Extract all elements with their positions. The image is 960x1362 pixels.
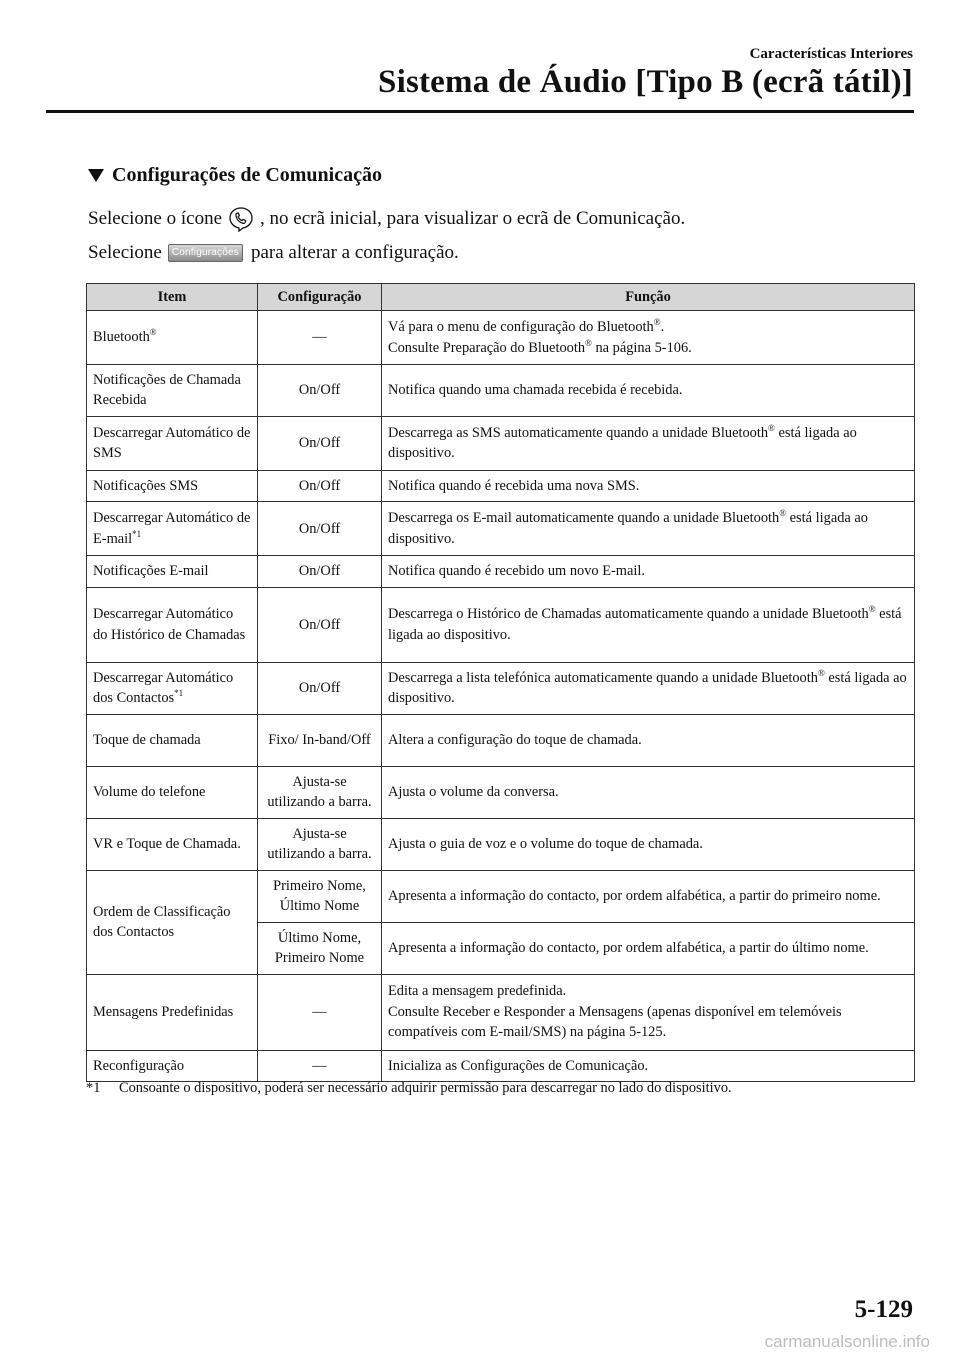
table-row <box>87 766 915 818</box>
row-config: On/Off <box>258 416 382 470</box>
intro-1-before: Selecione o ícone <box>88 208 223 229</box>
table-row <box>87 416 915 470</box>
row-function: Edita a mensagem predefinida. Consulte Receber e Responder a Mensagens (apenas disponível em telemóveis compatíveis com E-mail/SMS) na página 5-125. <box>382 974 915 1050</box>
triangle-bullet-icon <box>88 169 104 182</box>
table-row <box>87 365 915 417</box>
intro-line-1 <box>88 206 685 232</box>
row-function: Notifica quando é recebida uma nova SMS. <box>382 470 915 501</box>
row-item: Notificações E-mail <box>87 556 258 587</box>
table-row <box>87 1050 915 1081</box>
table-row <box>87 556 915 587</box>
row-item: Descarregar Automático de SMS <box>87 416 258 470</box>
row-config: Primeiro Nome, Último Nome <box>258 870 382 922</box>
row-function: Inicializa as Configurações de Comunicação. <box>382 1050 915 1081</box>
row-config: Ajusta-se utilizando a barra. <box>258 818 382 870</box>
page-number: 5-129 <box>854 1296 913 1323</box>
row-config: — <box>258 311 382 365</box>
row-function: Notifica quando é recebido um novo E-mail. <box>382 556 915 587</box>
header-rule <box>46 110 914 113</box>
row-config: On/Off <box>258 470 382 501</box>
table-row <box>87 974 915 1050</box>
row-function: Descarrega os E-mail automaticamente quando a unidade Bluetooth® está ligada ao dispositivo. <box>382 502 915 556</box>
chapter-subtitle: Características Interiores <box>749 46 913 62</box>
row-config: — <box>258 1050 382 1081</box>
row-config: On/Off <box>258 502 382 556</box>
row-item: Ordem de Classificação dos Contactos <box>87 870 258 974</box>
row-item: Reconfiguração <box>87 1050 258 1081</box>
row-function: Descarrega o Histórico de Chamadas automaticamente quando a unidade Bluetooth® está ligada ao dispositivo. <box>382 587 915 662</box>
table-row <box>87 870 915 922</box>
row-item: Bluetooth® <box>87 311 258 365</box>
intro-1-after: , no ecrã inicial, para visualizar o ecrã de Comunicação. <box>260 208 686 229</box>
row-function: Apresenta a informação do contacto, por ordem alfabética, a partir do último nome. <box>382 922 915 974</box>
intro-2-after: para alterar a configuração. <box>250 242 459 263</box>
row-item: Descarregar Automático do Histórico de Chamadas <box>87 587 258 662</box>
row-item: Toque de chamada <box>87 714 258 766</box>
row-config: On/Off <box>258 556 382 587</box>
header-item: Item <box>87 284 258 311</box>
row-item: Descarregar Automático dos Contactos$^{*1}$ <box>87 662 258 714</box>
footnote <box>86 1080 732 1097</box>
row-function: Descarrega as SMS automaticamente quando a unidade Bluetooth® está ligada ao dispositivo. <box>382 416 915 470</box>
row-item: Notificações de Chamada Recebida <box>87 365 258 417</box>
table-row <box>87 311 915 365</box>
table-row <box>87 662 915 714</box>
footnote-mark: *1 <box>86 1080 101 1096</box>
header-config: Configuração <box>258 284 382 311</box>
intro-line-2 <box>88 242 459 264</box>
settings-table <box>86 283 915 1082</box>
row-item: Descarregar Automático de E-mail$^{*1}$ <box>87 502 258 556</box>
header-function: Função <box>382 284 915 311</box>
row-config: On/Off <box>258 662 382 714</box>
row-config: Último Nome, Primeiro Nome <box>258 922 382 974</box>
row-config: — <box>258 974 382 1050</box>
table-row <box>87 714 915 766</box>
table-row <box>87 818 915 870</box>
row-config: Fixo/ In-band/Off <box>258 714 382 766</box>
table-row <box>87 502 915 556</box>
row-function: Ajusta o guia de voz e o volume do toque de chamada. <box>382 818 915 870</box>
watermark: carmanualsonline.info <box>764 1332 930 1351</box>
row-function: Vá para o menu de configuração do Bluetooth®. Consulte Preparação do Bluetooth® na página 5-106. <box>382 311 915 365</box>
row-item: Notificações SMS <box>87 470 258 501</box>
row-function: Altera a configuração do toque de chamada. <box>382 714 915 766</box>
table-row <box>87 470 915 501</box>
row-item: Volume do telefone <box>87 766 258 818</box>
table-header-row <box>87 284 915 311</box>
settings-button-graphic: Configurações <box>168 244 243 262</box>
row-function: Ajusta o volume da conversa. <box>382 766 915 818</box>
row-function: Descarrega a lista telefónica automaticamente quando a unidade Bluetooth® está ligada ao dispositivo. <box>382 662 915 714</box>
row-function: Notifica quando uma chamada recebida é recebida. <box>382 365 915 417</box>
phone-icon <box>228 206 254 232</box>
row-config: On/Off <box>258 365 382 417</box>
footnote-text: Consoante o dispositivo, poderá ser necessário adquirir permissão para descarregar no lado do dispositivo. <box>119 1080 732 1096</box>
table-row <box>87 587 915 662</box>
row-config: On/Off <box>258 587 382 662</box>
row-item: Mensagens Predefinidas <box>87 974 258 1050</box>
section-heading <box>88 164 382 187</box>
row-item: VR e Toque de Chamada. <box>87 818 258 870</box>
section-heading-text: Configurações de Comunicação <box>112 164 382 186</box>
chapter-title: Sistema de Áudio [Tipo B (ecrã tátil)] <box>378 64 913 100</box>
intro-2-before: Selecione <box>88 242 162 263</box>
row-function: Apresenta a informação do contacto, por ordem alfabética, a partir do primeiro nome. <box>382 870 915 922</box>
row-config: Ajusta-se utilizando a barra. <box>258 766 382 818</box>
